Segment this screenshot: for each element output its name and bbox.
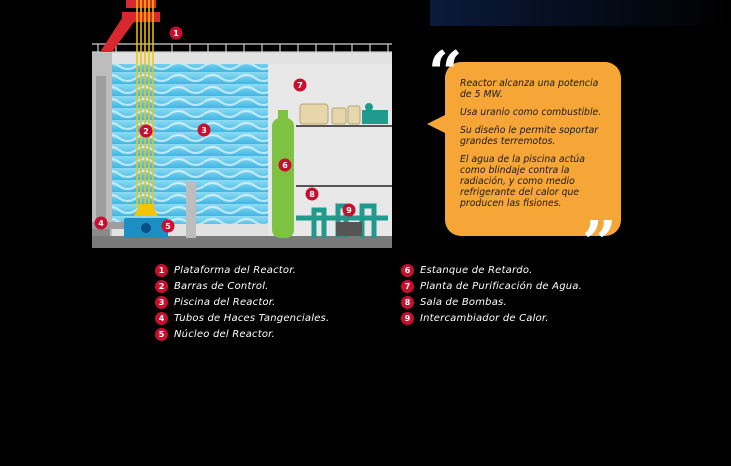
legend-badge: 2: [155, 280, 168, 293]
callout-number: 7: [297, 81, 303, 90]
callout-marker-4: [95, 217, 108, 230]
legend-label: Tubos de Haces Tangenciales.: [174, 312, 330, 324]
callout-marker-3: [198, 124, 211, 137]
fact-power: Reactor alcanza una potencia de 5 MW.: [460, 78, 599, 100]
callout-number: 2: [143, 127, 149, 136]
callout-number: 3: [201, 126, 207, 135]
callout-marker-5: [162, 220, 175, 233]
callout-number: 9: [346, 206, 352, 215]
legend-label: Planta de Purificación de Agua.: [420, 280, 582, 292]
legend-item: [155, 311, 329, 325]
header-background-strip: [430, 0, 731, 26]
legend-label: Sala de Bombas.: [420, 296, 507, 308]
delay-tank: [272, 110, 294, 238]
legend-item: [155, 327, 275, 341]
legend-badge: 8: [401, 296, 414, 309]
pool-divider-wall: [186, 182, 196, 238]
legend-label: Piscina del Reactor.: [174, 296, 276, 308]
legend-item: [401, 263, 533, 277]
legend-label: Plataforma del Reactor.: [174, 264, 296, 276]
callout-marker-1: [170, 27, 183, 40]
facts-text: [460, 78, 612, 216]
heat-exchanger: [336, 222, 362, 236]
callout-marker-6: [279, 159, 292, 172]
fact-fuel: Usa uranio como combustible.: [460, 107, 602, 118]
facts-bubble-tail: [427, 114, 447, 134]
legend-item: [155, 295, 276, 309]
quote-open-icon: “: [428, 39, 463, 109]
callout-number: 6: [282, 161, 288, 170]
callout-marker-2: [140, 125, 153, 138]
legend-label: Barras de Control.: [174, 280, 269, 292]
callout-number: 5: [165, 222, 171, 231]
legend-label: Núcleo del Reactor.: [174, 328, 275, 340]
callout-marker-9: [343, 204, 356, 217]
legend-badge: 1: [155, 264, 168, 277]
legend-badge: 9: [401, 312, 414, 325]
legend-badge: 6: [401, 264, 414, 277]
quote-close-icon: ”: [582, 209, 617, 279]
callout-number: 4: [98, 219, 104, 228]
legend-label: Estanque de Retardo.: [420, 264, 533, 276]
callout-number: 8: [309, 190, 315, 199]
legend-badge: 5: [155, 328, 168, 341]
fact-shielding: El agua de la piscina actúa como blindaje contra la radiación, y como medio refrigerante del calor que producen las fisiones.: [460, 154, 585, 209]
fact-earthquake: Su diseño le permite soportar grandes terremotos.: [460, 125, 599, 147]
legend-item: [401, 279, 582, 293]
legend-item: [155, 279, 269, 293]
legend-item: [401, 311, 549, 325]
legend-label: Intercambiador de Calor.: [420, 312, 549, 324]
legend-badge: 4: [155, 312, 168, 325]
legend-item: [401, 295, 507, 309]
legend-badge: 7: [401, 280, 414, 293]
legend-badge: 3: [155, 296, 168, 309]
callout-marker-7: [294, 79, 307, 92]
callout-marker-8: [306, 188, 319, 201]
callout-number: 1: [173, 29, 179, 38]
legend-item: [155, 263, 296, 277]
